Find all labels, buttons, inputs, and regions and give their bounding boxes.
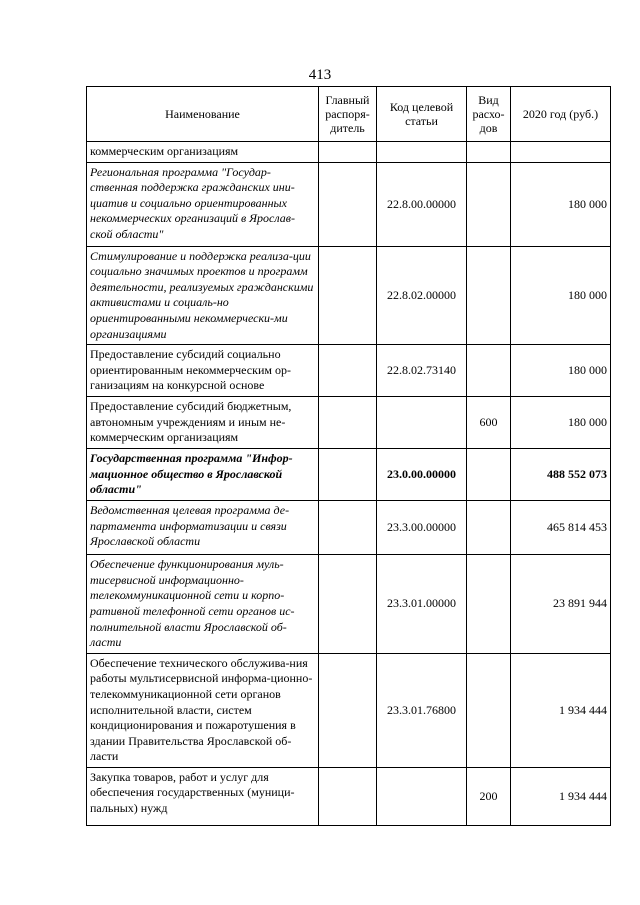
table-row [87,555,611,654]
page-number: 413 [308,67,332,83]
row-code [377,767,467,825]
row-vid: 200 [467,767,511,825]
table-row [87,142,611,163]
table-row [87,162,611,246]
header-code: Код целевой статьи [377,87,467,142]
header-vid: Вид расхо-дов [467,87,511,142]
row-name: коммерческим организациям [87,142,319,163]
row-name: Обеспечение технического обслужива-ния работы мультисервисной информа-ционно-телекоммуникационной сети органов исполнительной власти, систем кондиционирования и пожаротушения в здании Правительства Ярославской об-ласти [87,653,319,767]
row-amount [511,142,611,163]
row-name: Ведомственная целевая программа де-партамента информатизации и связи Ярославской области [87,501,319,555]
header-grbs: Главный распоря-дитель [319,87,377,142]
row-vid [467,501,511,555]
row-vid [467,449,511,501]
row-code: 22.8.02.73140 [377,345,467,397]
row-vid [467,653,511,767]
row-grbs [319,246,377,345]
row-code: 23.3.01.00000 [377,555,467,654]
row-code: 23.3.00.00000 [377,501,467,555]
row-amount: 1 934 444 [511,653,611,767]
row-grbs [319,162,377,246]
table-row [87,345,611,397]
row-code: 22.8.00.00000 [377,162,467,246]
row-grbs [319,449,377,501]
row-amount: 1 934 444 [511,767,611,825]
row-name: Закупка товаров, работ и услуг для обеспечения государственных (муници-пальных) нужд [87,767,319,825]
row-code: 23.3.01.76800 [377,653,467,767]
row-vid [467,162,511,246]
budget-table [86,86,611,826]
row-amount: 23 891 944 [511,555,611,654]
row-code [377,397,467,449]
row-amount: 488 552 073 [511,449,611,501]
row-name: Государственная программа "Инфор-мационное общество в Ярославской области" [87,449,319,501]
table-header-row [87,87,611,142]
row-grbs [319,767,377,825]
row-code: 22.8.02.00000 [377,246,467,345]
row-grbs [319,501,377,555]
header-amount: 2020 год (руб.) [511,87,611,142]
row-name: Обеспечение функционирования муль-тисервисной информационно-телекоммуникационной сети и корпо-ративной телефонной сети органов ис-полнительной власти Ярославской об-ласти [87,555,319,654]
row-code [377,142,467,163]
table-row [87,767,611,825]
row-amount: 180 000 [511,397,611,449]
row-name: Стимулирование и поддержка реализа-ции социально значимых проектов и программ деятельности, реализуемых гражданскими активистами и социаль-но ориентированными некоммерчески-ми организациями [87,246,319,345]
row-amount: 180 000 [511,246,611,345]
row-grbs [319,555,377,654]
row-amount: 465 814 453 [511,501,611,555]
row-vid [467,555,511,654]
row-amount: 180 000 [511,162,611,246]
table-row [87,653,611,767]
row-grbs [319,142,377,163]
row-grbs [319,653,377,767]
row-grbs [319,345,377,397]
table-row [87,449,611,501]
row-amount: 180 000 [511,345,611,397]
row-code: 23.0.00.00000 [377,449,467,501]
row-name: Предоставление субсидий социально ориентированным некоммерческим ор-ганизациям на конкурсной основе [87,345,319,397]
row-name: Предоставление субсидий бюджетным, автономным учреждениям и иным не-коммерческим организациям [87,397,319,449]
row-vid: 600 [467,397,511,449]
table-row [87,246,611,345]
row-vid [467,246,511,345]
header-name: Наименование [87,87,319,142]
row-name: Региональная программа "Государ-ственная поддержка гражданских ини-циатив и социально ориентированных некоммерческих организаций в Ярослав-ской области" [87,162,319,246]
row-grbs [319,397,377,449]
table-row [87,397,611,449]
row-vid [467,142,511,163]
row-vid [467,345,511,397]
table-row [87,501,611,555]
